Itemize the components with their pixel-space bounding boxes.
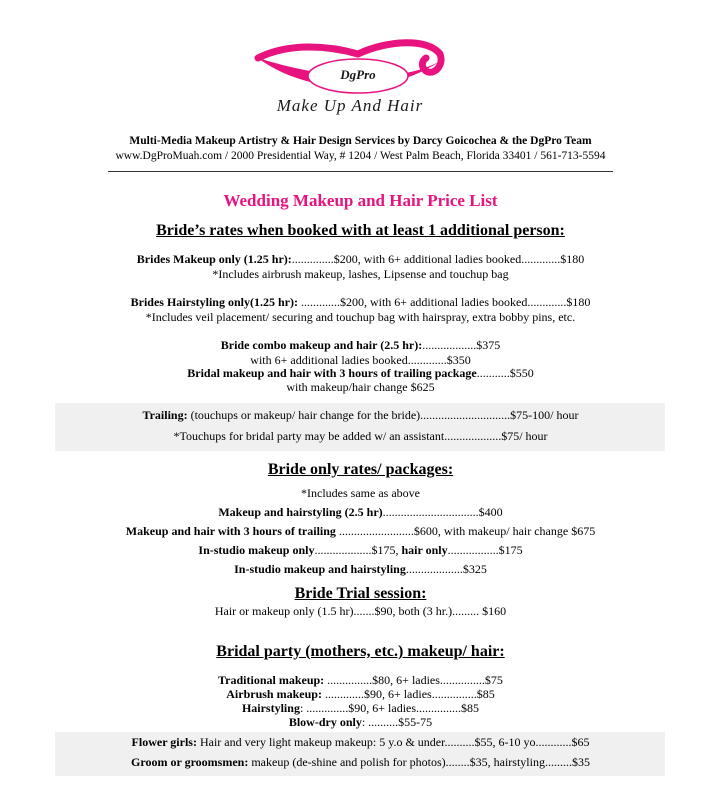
bride-only-item-4-label: In-studio makeup and hairstyling [234,562,406,576]
brides-hair-line [0,295,721,310]
section-heading-bride-rates: Bride’s rates when booked with at least 1 additional person: [156,222,565,239]
brides-makeup-price: ..............$200, with 6+ additional ladies booked.............$180 [291,252,585,266]
brides-makeup-line [0,252,721,267]
party-item-4-price: : ..........$55-75 [361,715,433,729]
groom-line [0,755,721,770]
logo [230,20,470,135]
bridal-trailing-pkg-price: ...........$550 [476,366,534,380]
bridal-trailing-pkg-label: Bridal makeup and hair with 3 hours of trailing package [187,366,477,380]
logo-tagline: Make Up And Hair [276,96,424,115]
header-services: Multi-Media Makeup Artistry & Hair Design Services by Darcy Goicochea & the DgPro Team [129,135,592,147]
party-item-1-price: ...............$80, 6+ ladies...............$75 [324,673,503,687]
bride-only-item-4-price: ...................$325 [405,562,487,576]
party-item-4-label: Blow-dry only [288,715,362,729]
bride-combo-line [0,338,721,353]
header-contact-text: www.DgProMuah.com / 2000 Presidential Way, # 1204 / West Palm Beach, Florida 33401 / 561-713-5594 [115,150,606,162]
party-item-1-label: Traditional makeup: [218,673,325,687]
bride-only-item-1-price: ................................$400 [382,505,503,519]
trailing-price: (touchups or makeup/ hair change for the bride)..............................$75-100/ hour [187,408,579,422]
trailing-line [0,408,721,423]
bride-only-item-1-label: Makeup and hairstyling (2.5 hr) [218,505,383,519]
header-divider [108,171,613,172]
trial-line: Hair or makeup only (1.5 hr).......$90, both (3 hr.)......... $160 [214,604,507,618]
party-item-2 [0,687,721,702]
party-item-3-label: Hairstyling [241,701,300,715]
bride-combo-price: ..................$375 [422,338,501,352]
bride-only-item-1 [0,505,721,520]
party-item-1 [0,673,721,688]
header-contact [0,150,721,162]
groom-price: makeup (de-shine and polish for photos)........$35, hairstyling.........$35 [248,755,590,769]
trailing-note: *Touchups for bridal party may be added w/ an assistant...................$75/ hour [173,429,548,443]
section-heading-bride-only: Bride only rates/ packages: [267,461,454,478]
bride-only-item-3-label2: hair only [401,543,448,557]
bride-only-item-2-price: .........................$600, with makeup/ hair change $675 [335,524,596,538]
brides-hair-price: .............$200, with 6+ additional ladies booked.............$180 [297,295,591,309]
section-heading-bridal-party: Bridal party (mothers, etc.) makeup/ hair: [216,643,505,660]
flower-girls-price: Hair and very light makeup makeup: 5 y.o & under..........$55, 6-10 yo............$65 [196,735,590,749]
brides-makeup-label: Brides Makeup only (1.25 hr): [136,252,292,266]
bride-combo-sub: with 6+ additional ladies booked.............$350 [250,353,471,367]
page-title: Wedding Makeup and Hair Price List [223,191,498,210]
party-item-2-price: .............$90, 6+ ladies...............$85 [321,687,495,701]
bride-only-item-3-price: ...................$175, [314,543,402,557]
party-item-4 [0,715,721,730]
party-item-3-price: : ..............$90, 6+ ladies...............$85 [299,701,480,715]
bride-only-item-3 [0,543,721,558]
party-item-2-label: Airbrush makeup: [226,687,322,701]
party-item-3 [0,701,721,716]
bride-only-item-3-price2: .................$175 [447,543,523,557]
bride-combo-label: Bride combo makeup and hair (2.5 hr): [220,338,423,352]
bridal-trailing-pkg-sub: with makeup/hair change $625 [286,380,435,394]
brides-hair-label: Brides Hairstyling only(1.25 hr): [130,295,298,309]
bride-only-item-4 [0,562,721,577]
groom-label: Groom or groomsmen: [131,755,249,769]
flower-girls-line [0,735,721,750]
flower-girls-label: Flower girls: [131,735,197,749]
brides-makeup-note: *Includes airbrush makeup, lashes, Lipsense and touchup bag [212,267,509,281]
trailing-label: Trailing: [142,408,188,422]
section-heading-trial: Bride Trial session: [294,585,427,602]
bride-only-item-2 [0,524,721,539]
bride-only-note: *Includes same as above [301,486,420,500]
bride-only-item-2-label: Makeup and hair with 3 hours of trailing [125,524,336,538]
brides-hair-note: *Includes veil placement/ securing and touchup bag with hairspray, extra bobby pins, etc. [145,310,576,324]
bride-only-item-3-label: In-studio makeup only [198,543,315,557]
logo-brand: DgPro [340,67,376,82]
bridal-trailing-pkg-line [0,366,721,381]
